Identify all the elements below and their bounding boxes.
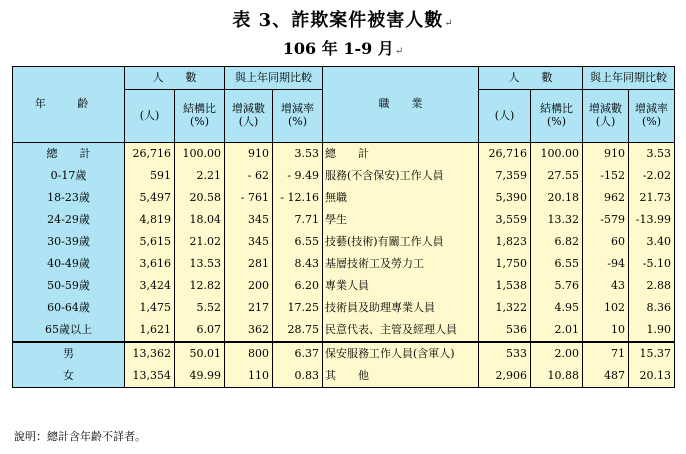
table-row (13, 231, 675, 253)
diff-cell: 217 (225, 297, 273, 319)
occupation-cell: 專業人員 (323, 275, 479, 297)
occ-ratio-cell: 2.01 (531, 319, 583, 342)
occupation-cell: 基層技術工及勞力工 (323, 253, 479, 275)
occ-ratio-cell: 6.82 (531, 231, 583, 253)
rate-cell: 28.75 (273, 319, 323, 342)
occ-ratio-cell: 4.95 (531, 297, 583, 319)
rate-cell: 0.83 (273, 365, 323, 388)
ratio-cell: 21.02 (175, 231, 225, 253)
table-row (13, 365, 675, 388)
table-title (0, 6, 686, 32)
table-row (13, 319, 675, 342)
age-cell: 24-29歲 (13, 209, 125, 231)
ratio-cell: 13.53 (175, 253, 225, 275)
rate-header-right: 增減率 (%) (629, 90, 675, 143)
count-cell: 3,616 (125, 253, 175, 275)
diff-header: 增減數 (人) (225, 90, 273, 143)
table-row (13, 165, 675, 187)
title-text: 表 3、詐欺案件被害人數 (232, 10, 444, 31)
occ-ratio-cell: 27.55 (531, 165, 583, 187)
age-cell: 0-17歲 (13, 165, 125, 187)
diff-cell: 362 (225, 319, 273, 342)
rate-cell: 6.20 (273, 275, 323, 297)
age-cell: 18-23歲 (13, 187, 125, 209)
victims-table (12, 66, 675, 388)
ratio-cell: 5.52 (175, 297, 225, 319)
return-mark-icon: ↵ (444, 18, 454, 29)
rate-cell: 6.55 (273, 231, 323, 253)
occ-count-cell: 3,559 (479, 209, 531, 231)
occ-count-cell: 2,906 (479, 365, 531, 388)
count-cell: 5,615 (125, 231, 175, 253)
occ-rate-cell: 2.88 (629, 275, 675, 297)
occ-ratio-cell: 2.00 (531, 342, 583, 365)
ratio-cell: 12.82 (175, 275, 225, 297)
diff-cell: 345 (225, 231, 273, 253)
ratio-cell: 50.01 (175, 342, 225, 365)
header-row-1 (13, 67, 675, 90)
diff-cell: 110 (225, 365, 273, 388)
ratio-cell: 18.04 (175, 209, 225, 231)
occ-rate-cell: 3.40 (629, 231, 675, 253)
rate-cell: 6.37 (273, 342, 323, 365)
occ-count-cell: 1,750 (479, 253, 531, 275)
rate-cell: 8.43 (273, 253, 323, 275)
diff-cell: 345 (225, 209, 273, 231)
age-cell: 50-59歲 (13, 275, 125, 297)
occ-rate-cell: -5.10 (629, 253, 675, 275)
diff-cell: 200 (225, 275, 273, 297)
rate-cell: - 12.16 (273, 187, 323, 209)
diff-cell: 281 (225, 253, 273, 275)
compare-header-left: 與上年同期比較 (225, 67, 323, 90)
occ-ratio-cell: 100.00 (531, 143, 583, 166)
occ-rate-cell: 1.90 (629, 319, 675, 342)
occ-diff-cell: -94 (583, 253, 629, 275)
ratio-cell: 20.58 (175, 187, 225, 209)
occ-rate-cell: 20.13 (629, 365, 675, 388)
count-cell: 1,621 (125, 319, 175, 342)
age-header: 年 齡 (13, 67, 125, 143)
count-unit-header-right: (人) (479, 90, 531, 143)
rate-header: 增減率 (%) (273, 90, 323, 143)
occupation-cell: 技藝(技術)有關工作人員 (323, 231, 479, 253)
occ-diff-cell: 60 (583, 231, 629, 253)
diff-cell: - 62 (225, 165, 273, 187)
persons-header-right: 人 數 (479, 67, 583, 90)
occ-rate-cell: 3.53 (629, 143, 675, 166)
return-mark-icon: ↵ (394, 46, 404, 57)
table-row (13, 209, 675, 231)
persons-header-left: 人 數 (125, 67, 225, 90)
rate-cell: - 9.49 (273, 165, 323, 187)
occ-count-cell: 26,716 (479, 143, 531, 166)
occupation-cell: 總 計 (323, 143, 479, 166)
occ-count-cell: 536 (479, 319, 531, 342)
table-row (13, 342, 675, 365)
count-cell: 3,424 (125, 275, 175, 297)
diff-header-right: 增減數 (人) (583, 90, 629, 143)
count-unit-header: (人) (125, 90, 175, 143)
occupation-cell: 其 他 (323, 365, 479, 388)
count-cell: 5,497 (125, 187, 175, 209)
occ-diff-cell: 10 (583, 319, 629, 342)
age-cell: 65歲以上 (13, 319, 125, 342)
occ-ratio-cell: 10.88 (531, 365, 583, 388)
occ-diff-cell: 910 (583, 143, 629, 166)
occ-rate-cell: 15.37 (629, 342, 675, 365)
table-subtitle (0, 36, 686, 59)
count-cell: 26,716 (125, 143, 175, 166)
occupation-cell: 學生 (323, 209, 479, 231)
ratio-header-right: 結構比 (%) (531, 90, 583, 143)
ratio-cell: 49.99 (175, 365, 225, 388)
count-cell: 591 (125, 165, 175, 187)
diff-cell: 800 (225, 342, 273, 365)
subtitle-text: 106 年 1-9 月 (282, 39, 394, 58)
table-row (13, 297, 675, 319)
occ-ratio-cell: 20.18 (531, 187, 583, 209)
occ-ratio-cell: 13.32 (531, 209, 583, 231)
ratio-cell: 100.00 (175, 143, 225, 166)
occ-diff-cell: 962 (583, 187, 629, 209)
table-row (13, 253, 675, 275)
occ-count-cell: 7,359 (479, 165, 531, 187)
occupation-cell: 服務(不含保安)工作人員 (323, 165, 479, 187)
footnote: 說明：總計含年齡不詳者。 (14, 430, 146, 443)
rate-cell: 7.71 (273, 209, 323, 231)
table-row (13, 143, 675, 166)
occupation-cell: 保安服務工作人員(含軍人) (323, 342, 479, 365)
count-cell: 13,362 (125, 342, 175, 365)
age-cell: 總 計 (13, 143, 125, 166)
occ-diff-cell: 43 (583, 275, 629, 297)
age-cell: 40-49歲 (13, 253, 125, 275)
occupation-cell: 民意代表、主管及經理人員 (323, 319, 479, 342)
rate-cell: 17.25 (273, 297, 323, 319)
occ-count-cell: 1,322 (479, 297, 531, 319)
occ-diff-cell: 102 (583, 297, 629, 319)
occ-count-cell: 1,823 (479, 231, 531, 253)
occ-count-cell: 5,390 (479, 187, 531, 209)
ratio-cell: 2.21 (175, 165, 225, 187)
occupation-cell: 無職 (323, 187, 479, 209)
count-cell: 4,819 (125, 209, 175, 231)
age-cell: 60-64歲 (13, 297, 125, 319)
occupation-header: 職 業 (323, 67, 479, 143)
occ-diff-cell: -152 (583, 165, 629, 187)
count-cell: 1,475 (125, 297, 175, 319)
compare-header-right: 與上年同期比較 (583, 67, 675, 90)
occupation-cell: 技術員及助理專業人員 (323, 297, 479, 319)
occ-rate-cell: -13.99 (629, 209, 675, 231)
occ-count-cell: 1,538 (479, 275, 531, 297)
occ-rate-cell: 8.36 (629, 297, 675, 319)
occ-rate-cell: -2.02 (629, 165, 675, 187)
age-cell: 男 (13, 342, 125, 365)
age-cell: 女 (13, 365, 125, 388)
diff-cell: - 761 (225, 187, 273, 209)
count-cell: 13,354 (125, 365, 175, 388)
occ-ratio-cell: 6.55 (531, 253, 583, 275)
table-row (13, 187, 675, 209)
occ-diff-cell: -579 (583, 209, 629, 231)
table-row (13, 275, 675, 297)
occ-ratio-cell: 5.76 (531, 275, 583, 297)
occ-diff-cell: 71 (583, 342, 629, 365)
occ-rate-cell: 21.73 (629, 187, 675, 209)
occ-count-cell: 533 (479, 342, 531, 365)
diff-cell: 910 (225, 143, 273, 166)
age-cell: 30-39歲 (13, 231, 125, 253)
ratio-cell: 6.07 (175, 319, 225, 342)
rate-cell: 3.53 (273, 143, 323, 166)
occ-diff-cell: 487 (583, 365, 629, 388)
ratio-header: 結構比 (%) (175, 90, 225, 143)
